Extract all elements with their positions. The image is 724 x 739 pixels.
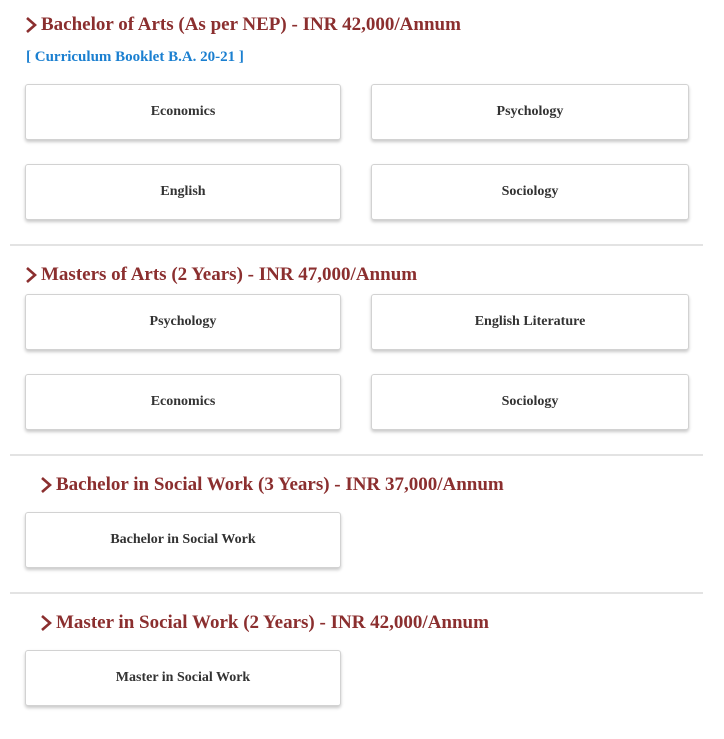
section-heading-ma-text: Masters of Arts (2 Years) - INR 47,000/Annum xyxy=(41,264,418,285)
chevron-right-icon xyxy=(39,614,53,632)
course-button-ba-economics[interactable]: Economics xyxy=(25,84,341,140)
chevron-right-icon xyxy=(24,16,38,34)
section-heading-msw xyxy=(39,611,489,635)
course-button-bsw[interactable]: Bachelor in Social Work xyxy=(25,512,341,568)
section-heading-msw-text: Master in Social Work (2 Years) - INR 42,000/Annum xyxy=(56,612,489,633)
section-divider xyxy=(10,244,703,246)
course-button-ma-psychology[interactable]: Psychology xyxy=(25,294,341,350)
chevron-right-icon xyxy=(24,266,38,284)
course-button-msw[interactable]: Master in Social Work xyxy=(25,650,341,706)
course-button-ma-sociology[interactable]: Sociology xyxy=(371,374,689,430)
course-button-ma-english-literature[interactable]: English Literature xyxy=(371,294,689,350)
section-heading-ba-text: Bachelor of Arts (As per NEP) - INR 42,000/Annum xyxy=(41,14,461,35)
section-heading-ba xyxy=(24,13,461,37)
section-heading-ma xyxy=(24,263,417,287)
course-button-ba-english[interactable]: English xyxy=(25,164,341,220)
section-divider xyxy=(10,592,703,594)
chevron-right-icon xyxy=(39,476,53,494)
curriculum-booklet-link[interactable]: [ Curriculum Booklet B.A. 20-21 ] xyxy=(26,49,244,65)
section-divider xyxy=(10,454,703,456)
course-button-ma-economics[interactable]: Economics xyxy=(25,374,341,430)
course-button-ba-psychology[interactable]: Psychology xyxy=(371,84,689,140)
course-button-ba-sociology[interactable]: Sociology xyxy=(371,164,689,220)
section-heading-bsw-text: Bachelor in Social Work (3 Years) - INR 37,000/Annum xyxy=(56,474,504,495)
section-heading-bsw xyxy=(39,473,504,497)
